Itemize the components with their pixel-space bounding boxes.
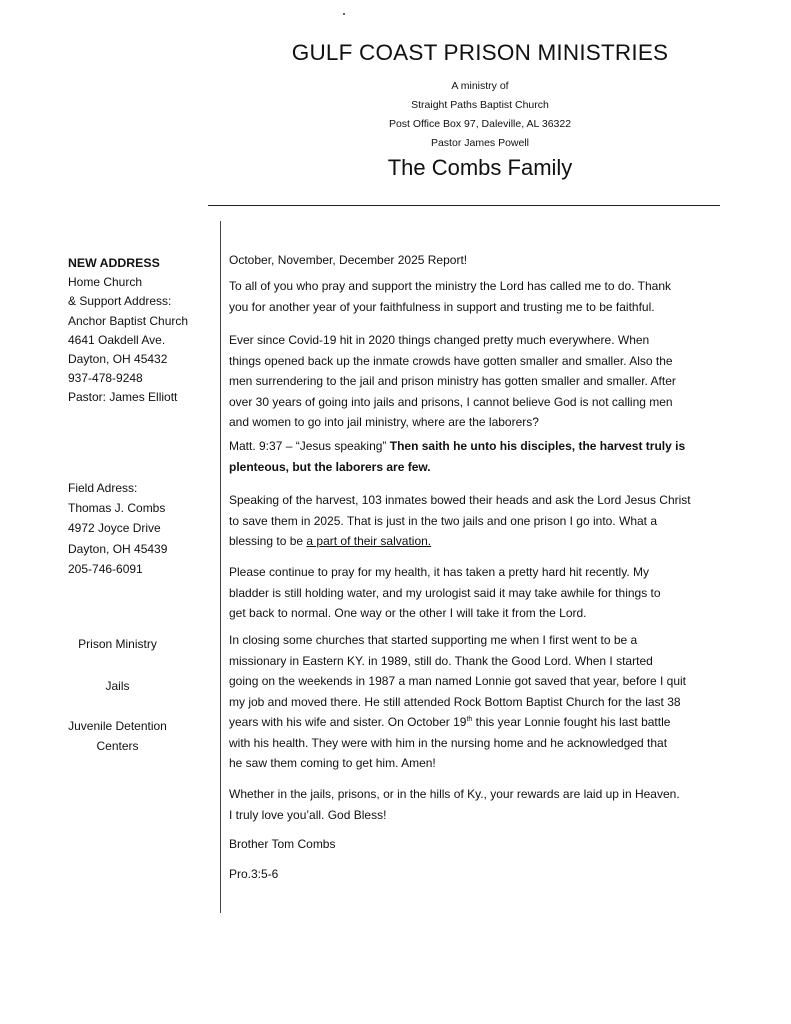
text-line: to save them in 2025. That is just in the two jails and one prison I go into. What a bbox=[229, 513, 658, 528]
new-address-heading: NEW ADDRESS bbox=[68, 256, 160, 270]
header-divider bbox=[208, 205, 720, 206]
underlined-text: a part of their salvation. bbox=[306, 534, 432, 548]
text-line: and women to go into jail ministry, where are the laborers? bbox=[229, 415, 539, 429]
sidebar-line: Pastor: James Elliott bbox=[68, 390, 178, 405]
sidebar-line: 4641 Oakdell Ave. bbox=[68, 332, 166, 347]
closing-verse-text: Pro.3:5-6 bbox=[229, 867, 279, 881]
text-line: things opened back up the inmate crowds have gotten smaller and smaller. Also the bbox=[229, 353, 673, 368]
church-name: Straight Paths Baptist Church bbox=[411, 99, 549, 111]
ministry-item: Centers bbox=[96, 739, 139, 753]
text-line: get back to normal. One way or the other I will take it from the Lord. bbox=[229, 606, 587, 620]
paragraph-closing bbox=[229, 630, 749, 774]
church-address: Post Office Box 97, Daleville, AL 36322 bbox=[388, 118, 572, 130]
sidebar-line: & Support Address: bbox=[68, 294, 172, 309]
scan-speck bbox=[343, 13, 345, 15]
text-line: Please continue to pray for my health, it has taken a pretty hard hit recently. My bbox=[229, 565, 649, 579]
text-line: missionary in Eastern KY. in 1989, still do. Thank the Good Lord. When I started bbox=[229, 653, 653, 668]
organization-title: GULF COAST PRISON MINISTRIES bbox=[291, 40, 669, 65]
field-address-line: Thomas J. Combs bbox=[68, 501, 166, 516]
paragraph-health bbox=[229, 562, 749, 624]
pastor-name: Pastor James Powell bbox=[430, 137, 530, 149]
field-address-line: 4972 Joyce Drive bbox=[68, 521, 161, 536]
paragraph-blessing bbox=[229, 784, 749, 825]
field-address-line: Field Adress: bbox=[68, 481, 138, 495]
field-address-line: 205-746-6091 bbox=[68, 561, 143, 576]
text-line: To all of you who pray and support the ministry the Lord has called me to do. Thank bbox=[229, 279, 672, 293]
column-divider bbox=[220, 221, 221, 913]
paragraph-harvest bbox=[229, 490, 749, 552]
text-line: Whether in the jails, prisons, or in the hills of Ky., your rewards are laid up in Heaven. bbox=[229, 787, 680, 801]
paragraph-covid bbox=[229, 330, 749, 433]
text-line: he saw them coming to get him. Amen! bbox=[229, 756, 436, 770]
text-line bbox=[229, 531, 749, 552]
ministry-item: Prison Ministry bbox=[78, 637, 157, 651]
verse-quote: Then saith he unto his disciples, the harvest truly is bbox=[389, 439, 686, 453]
text-fragment: blessing to be bbox=[229, 534, 307, 548]
text-line: bladder is still holding water, and my urologist said it may take awhile for things to bbox=[229, 585, 661, 600]
verse-reference: Matt. 9:37 – “Jesus speaking” bbox=[229, 439, 390, 453]
ordinal-suffix: th bbox=[466, 716, 473, 723]
sidebar-line: Home Church bbox=[68, 275, 143, 290]
signature-name: Brother Tom Combs bbox=[229, 837, 336, 851]
text-line: with his health. They were with him in the nursing home and he acknowledged that bbox=[229, 735, 668, 750]
text-line: men surrendering to the jail and prison ministry has gotten smaller and smaller. After bbox=[229, 374, 676, 388]
text-line: Speaking of the harvest, 103 inmates bowed their heads and ask the Lord Jesus Christ bbox=[229, 493, 691, 507]
family-title: The Combs Family bbox=[387, 155, 573, 180]
text-line: my job and moved there. He still attended Rock Bottom Baptist Church for the last 38 bbox=[229, 694, 681, 709]
verse-quote: plenteous, but the laborers are few. bbox=[229, 459, 431, 474]
text-line: Ever since Covid-19 hit in 2020 things changed pretty much everywhere. When bbox=[229, 333, 650, 347]
text-line: you for another year of your faithfulness in support and trusting me to be faithful. bbox=[229, 299, 655, 314]
sidebar-line: 937-478-9248 bbox=[68, 371, 143, 386]
paragraph-thanks bbox=[229, 276, 749, 317]
text-line bbox=[229, 712, 749, 733]
sidebar-line: Anchor Baptist Church bbox=[68, 313, 189, 328]
report-title-text: October, November, December 2025 Report! bbox=[229, 253, 468, 267]
text-line bbox=[229, 436, 749, 457]
sidebar-line: Dayton, OH 45432 bbox=[68, 352, 168, 367]
text-line: over 30 years of going into jails and prisons, I cannot believe God is not calling men bbox=[229, 394, 673, 409]
text-line: In closing some churches that started supporting me when I first went to be a bbox=[229, 633, 638, 647]
sidebar-home-church bbox=[68, 254, 213, 408]
text-line: going on the weekends in 1987 a man named Lonnie got saved that year, before I quit bbox=[229, 674, 686, 688]
text-line: I truly love you’all. God Bless! bbox=[229, 807, 387, 822]
signature bbox=[229, 834, 749, 855]
ministry-item: Jails bbox=[105, 679, 130, 693]
paragraph-verse bbox=[229, 436, 749, 477]
text-fragment: years with his wife and sister. On October 19 bbox=[229, 715, 467, 729]
closing-verse bbox=[229, 864, 749, 885]
text-fragment: this year Lonnie fought his last battle bbox=[472, 715, 671, 729]
field-address-line: Dayton, OH 45439 bbox=[68, 541, 168, 556]
ministry-of-line: A ministry of bbox=[451, 80, 509, 92]
report-title bbox=[229, 250, 749, 271]
ministry-item: Juvenile Detention bbox=[68, 719, 167, 733]
sidebar-field-address bbox=[68, 478, 213, 579]
